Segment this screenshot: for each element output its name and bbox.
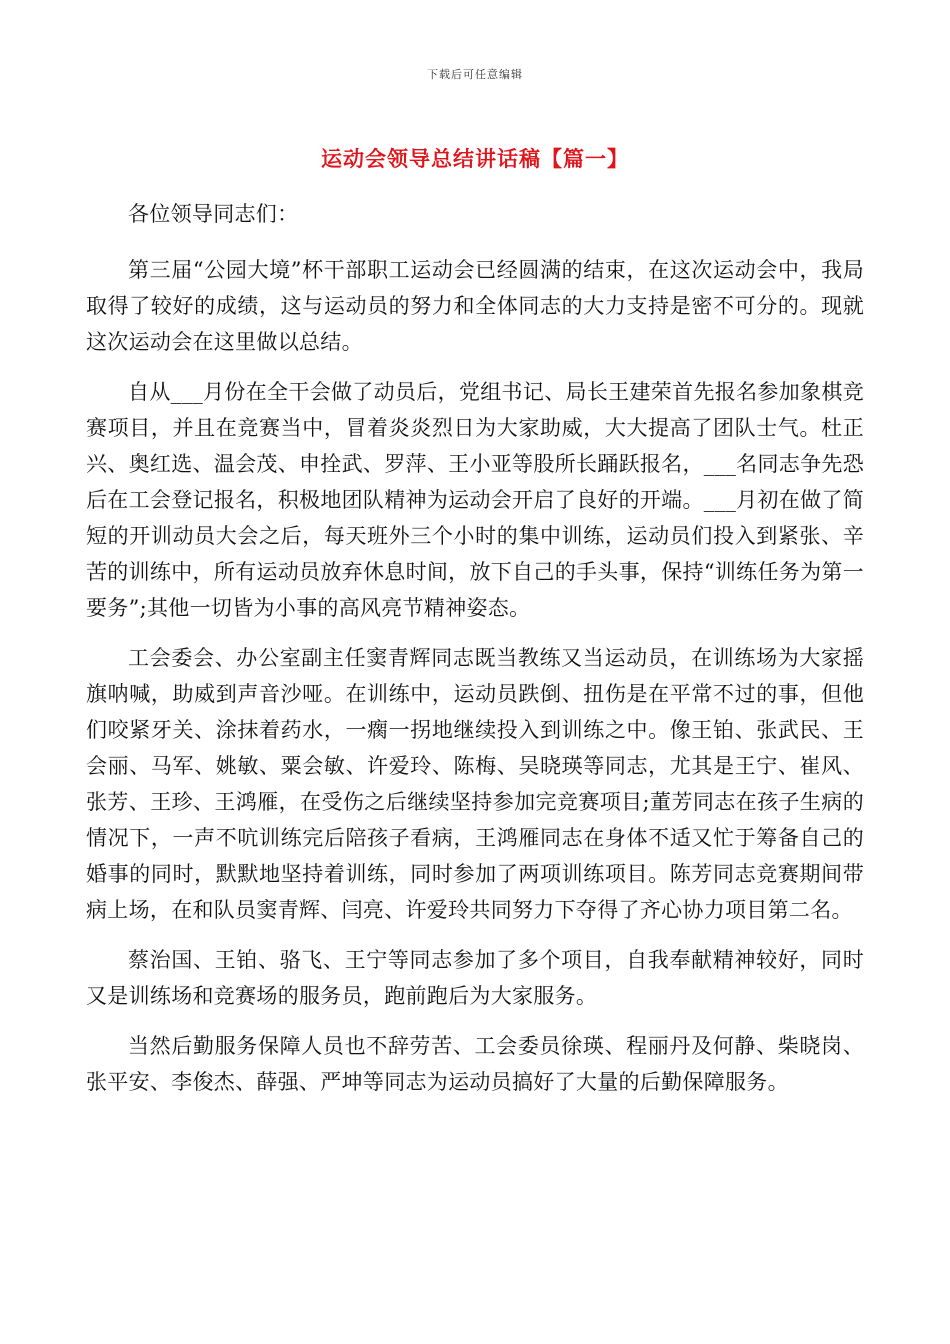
paragraph-2: 自从___月份在全干会做了动员后，党组书记、局长王建荣首先报名参加象棋竞赛项目，并且在竞赛当中，冒着炎炎烈日为大家助威，大大提高了团队士气。杜正兴、奥红选、温会茂、申拴武、罗萍、王小亚等股所长踊跃报名，___名同志争先恐后在工会登记报名，积极地团队精神为运动会开启了良好的开端。___月初在做了简短的开训动员大会之后，每天班外三个小时的集中训练，运动员们投入到紧张、辛苦的训练中，所有运动员放弃休息时间，放下自己的手头事，保持“训练任务为第一要务”;其他一切皆为小事的高风亮节精神姿态。 [86,380,864,620]
paragraph-5: 当然后勤服务保障人员也不辞劳苦、工会委员徐瑛、程丽丹及何静、柴晓岗、张平安、李俊杰、薛强、严坤等同志为运动员搞好了大量的后勤保障服务。 [86,1034,864,1094]
paragraph-3: 工会委会、办公室副主任窦青辉同志既当教练又当运动员，在训练场为大家摇旗呐喊，助威到声音沙哑。在训练中，运动员跌倒、扭伤是在平常不过的事，但他们咬紧牙关、涂抹着药水，一瘸一拐地继续投入到训练之中。像王铂、张武民、王会丽、马军、姚敏、粟会敏、许爱玲、陈梅、吴晓瑛等同志，尤其是王宁、崔风、张芳、王珍、王鸿雁，在受伤之后继续坚持参加完竞赛项目;董芳同志在孩子生病的情况下，一声不吭训练完后陪孩子看病，王鸿雁同志在身体不适又忙于筹备自己的婚事的同时，默默地坚持着训练，同时参加了两项训练项目。陈芳同志竞赛期间带病上场，在和队员窦青辉、闫亮、许爱玲共同努力下夺得了齐心协力项目第二名。 [86,646,864,922]
paragraph-4: 蔡治国、王铂、骆飞、王宁等同志参加了多个项目，自我奉献精神较好，同时又是训练场和竞赛场的服务员，跑前跑后为大家服务。 [86,948,864,1008]
salutation: 各位领导同志们： [128,202,299,226]
paragraph-1: 第三届“公园大境”杯干部职工运动会已经圆满的结束，在这次运动会中，我局取得了较好的成绩，这与运动员的努力和全体同志的大力支持是密不可分的。现就这次运动会在这里做以总结。 [86,258,864,354]
document-body [86,196,864,1114]
header-note: 下载后可任意编辑 [427,68,523,81]
document-title: 运动会领导总结讲话稿【篇一】 [321,146,629,171]
